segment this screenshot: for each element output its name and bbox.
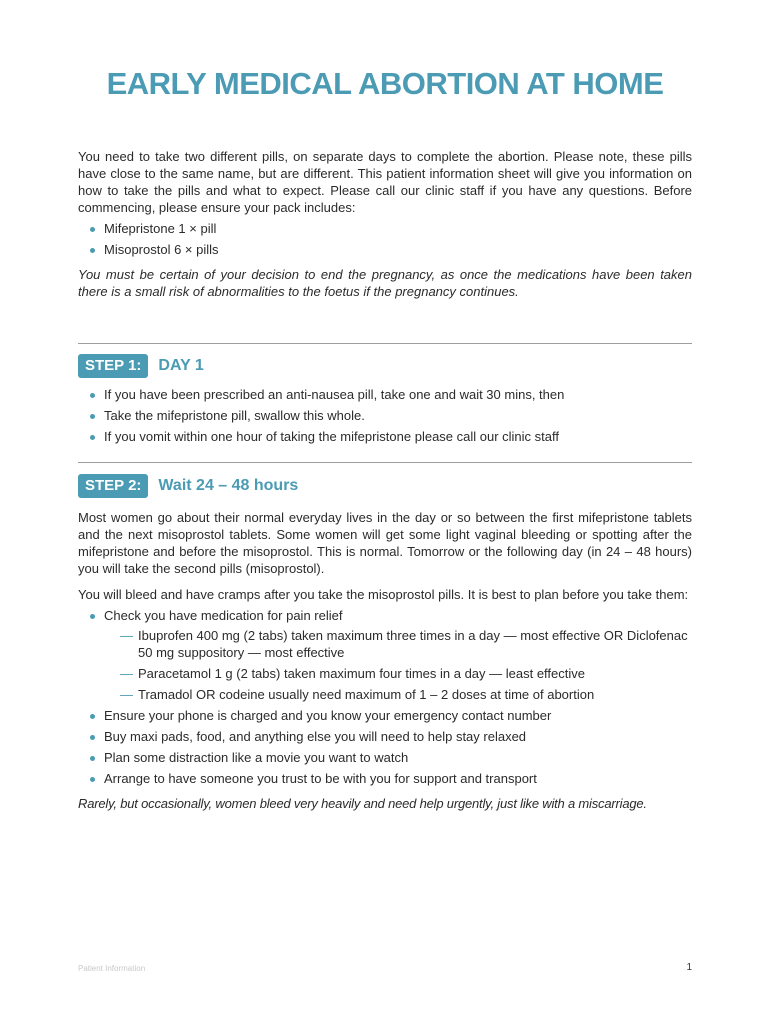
intro-section	[78, 148, 692, 300]
bullet-icon	[90, 777, 95, 782]
step2-paragraph-2: You will bleed and have cramps after you take the misoprostol pills. It is best to plan before you take them:	[78, 587, 689, 602]
bullet-icon	[90, 393, 95, 398]
page-title: EARLY MEDICAL ABORTION AT HOME	[106, 66, 664, 101]
dash-icon: —	[120, 666, 133, 681]
closing-note: Rarely, but occasionally, women bleed very heavily and need help urgently, just like with a miscarriage.	[78, 796, 647, 811]
intro-paragraph: You need to take two different pills, on separate days to complete the abortion. Please note, these pills have close to the same name, but are different. This patient information sheet will give you information on how to take the pills and what to expect. Please call our clinic staff if you have any questions. Before commencing, please ensure your pack includes:	[78, 149, 692, 215]
pain-relief-label: Check you have medication for pain relief	[104, 608, 343, 623]
divider	[78, 462, 692, 463]
bullet-icon	[90, 756, 95, 761]
list-item: If you have been prescribed an anti-nausea pill, take one and wait 30 mins, then	[88, 386, 692, 403]
bullet-icon	[90, 614, 95, 619]
list-item: If you vomit within one hour of taking the mifepristone please call our clinic staff	[88, 428, 692, 445]
step2-section	[78, 509, 692, 812]
step1-heading: DAY 1	[158, 357, 204, 374]
list-item: Mifepristone 1 × pill	[88, 220, 692, 237]
list-item: Buy maxi pads, food, and anything else you will need to help stay relaxed	[88, 728, 692, 745]
warning-note: You must be certain of your decision to end the pregnancy, as once the medications have been taken there is a small risk of abnormalities to the foetus if the pregnancy continues.	[78, 267, 692, 299]
bullet-icon	[90, 227, 95, 232]
list-item: Misoprostol 6 × pills	[88, 241, 692, 258]
dash-icon: —	[120, 687, 133, 702]
list-item: — Ibuprofen 400 mg (2 tabs) taken maximum three times in a day — most effective OR Diclofenac 50 mg suppository — most effective	[120, 628, 688, 660]
bullet-icon	[90, 248, 95, 253]
step1-badge: STEP 1:	[78, 354, 148, 378]
step2-heading: Wait 24 – 48 hours	[158, 477, 299, 494]
list-item: — Paracetamol 1 g (2 tabs) taken maximum four times in a day — least effective	[120, 666, 586, 681]
pack-list	[78, 220, 692, 258]
step2-badge: STEP 2:	[78, 474, 148, 498]
list-item: Plan some distraction like a movie you want to watch	[88, 749, 692, 766]
divider	[78, 343, 692, 344]
step1-section	[78, 386, 692, 449]
step1-list	[78, 386, 692, 445]
preparation-list	[78, 607, 692, 787]
bullet-icon	[90, 435, 95, 440]
list-item	[88, 607, 692, 703]
footer-label: Patient Information	[78, 964, 146, 973]
bullet-icon	[90, 414, 95, 419]
list-item: — Tramadol OR codeine usually need maximum of 1 – 2 doses at time of abortion	[120, 687, 595, 702]
page-number: 1	[686, 962, 692, 973]
list-item: Ensure your phone is charged and you know your emergency contact number	[88, 707, 692, 724]
bullet-icon	[90, 735, 95, 740]
step2-paragraph-1: Most women go about their normal everyday lives in the day or so between the first mifepristone tablets and the next misoprostol tablets. Some women will get some light vaginal bleeding or spotting after the mifepristone and before the misoprostol. This is normal. Tomorrow or the following day (in 24 – 48 hours) you will take the second pills (misoprostol).	[78, 510, 692, 576]
list-item: Arrange to have someone you trust to be with you for support and transport	[88, 770, 692, 787]
step2-header	[78, 474, 298, 498]
list-item: Take the mifepristone pill, swallow this whole.	[88, 407, 692, 424]
step1-header	[78, 354, 204, 378]
pain-relief-options	[104, 627, 692, 703]
bullet-icon	[90, 714, 95, 719]
dash-icon: —	[120, 628, 133, 643]
